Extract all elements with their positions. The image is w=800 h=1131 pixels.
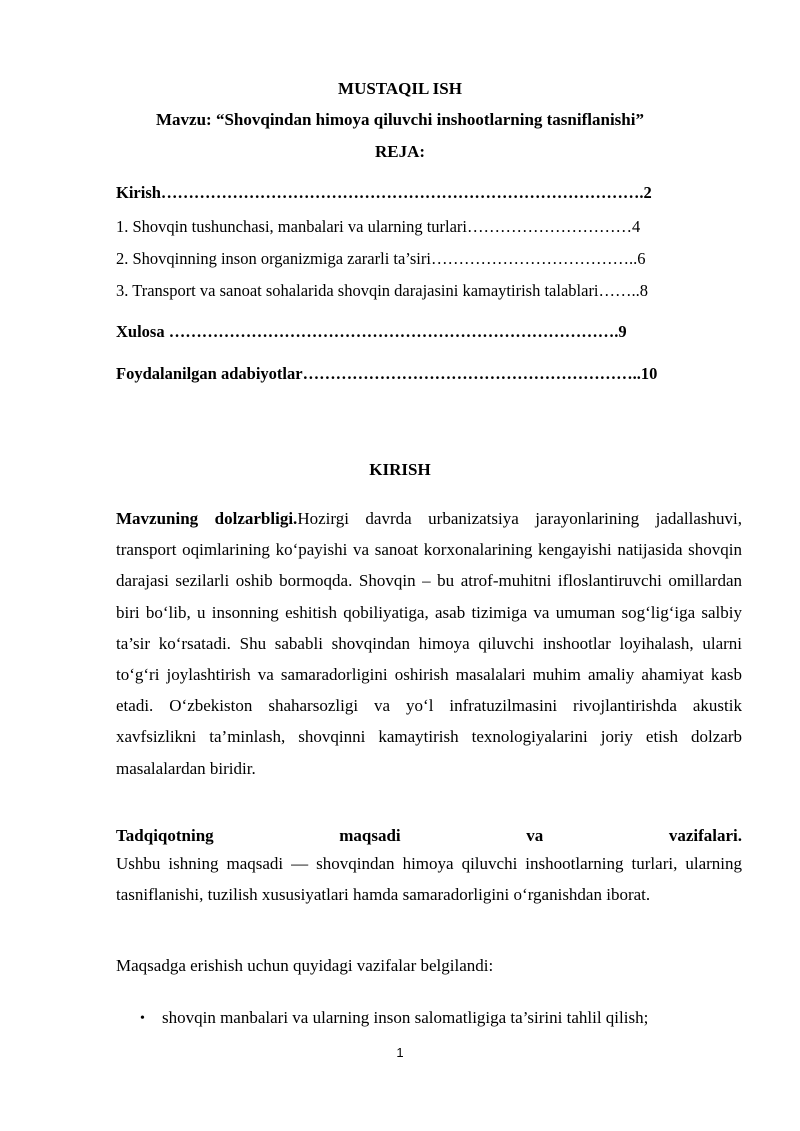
relevance-paragraph: [116, 503, 742, 784]
page-number: 1: [396, 1045, 404, 1060]
toc-item-references: Foydalanilgan adabiyotlar……………………………………………………..10: [116, 364, 658, 383]
relevance-label: Mavzuning dolzarbligi.: [116, 509, 298, 528]
toc-item-1: 1. Shovqin tushunchasi, manbalari va ularning turlari…………………………4: [116, 217, 641, 236]
section-heading-introduction: KIRISH: [369, 460, 431, 479]
goal-paragraph: Ushbu ishning maqsadi — shovqindan himoya qiluvchi inshootlarning turlari, ularning tasniflanishi, tuzilish xususiyatlari hamda samaradorligini o‘rganishdan iborat.: [116, 854, 742, 905]
document-title: MUSTAQIL ISH: [338, 79, 462, 98]
goal-heading: Tadqiqotning maqsadi va vazifalari.: [116, 826, 742, 845]
tasks-intro: Maqsadga erishish uchun quyidagi vazifalar belgilandi:: [116, 956, 494, 975]
relevance-text: Hozirgi davrda urbanizatsiya jarayonlarining jadallashuvi, transport oqimlarining ko‘payishi va sanoat korxonalarining kengayishi natijasida shovqin darajasi sezilarli oshib bormoqda. Shovqin – bu atrof-muhitni ifloslantiruvchi omillardan biri bo‘lib, u insonning eshitish qobiliyatiga, asab tizimiga va umuman sog‘lig‘iga salbiy ta’sir ko‘rsatadi. Shu sababli shovqindan himoya qiluvchi inshootlar loyihalash, ularni to‘g‘ri joylashtirish va samaradorligini oshirish masalalari muhim amaliy ahamiyat kasb etadi. O‘zbekiston shaharsozligi va yo‘l infratuzilmasini rivojlantirishda akustik xavfsizlikni ta’minlash, shovqinni kamaytirish texnologiyalarini joriy etish dolzarb masalalardan biridir.: [116, 509, 742, 778]
plan-heading: REJA:: [374, 142, 426, 161]
bullet-item: shovqin manbalari va ularning inson salomatligiga ta’sirini tahlil qilish;: [162, 1008, 649, 1027]
toc-item-introduction: Kirish…………………………………………………………………………….2: [116, 183, 652, 202]
bullet-marker: •: [140, 1011, 145, 1026]
document-topic: Mavzu: “Shovqindan himoya qiluvchi inshootlarning tasniflanishi”: [156, 110, 644, 129]
toc-item-2: 2. Shovqinning inson organizmiga zararli ta’siri………………………………..6: [116, 249, 646, 268]
toc-item-3: 3. Transport va sanoat sohalarida shovqin darajasini kamaytirish talablari……..8: [116, 281, 649, 300]
toc-item-conclusion: Xulosa ……………………………………………………………………….9: [116, 322, 627, 341]
